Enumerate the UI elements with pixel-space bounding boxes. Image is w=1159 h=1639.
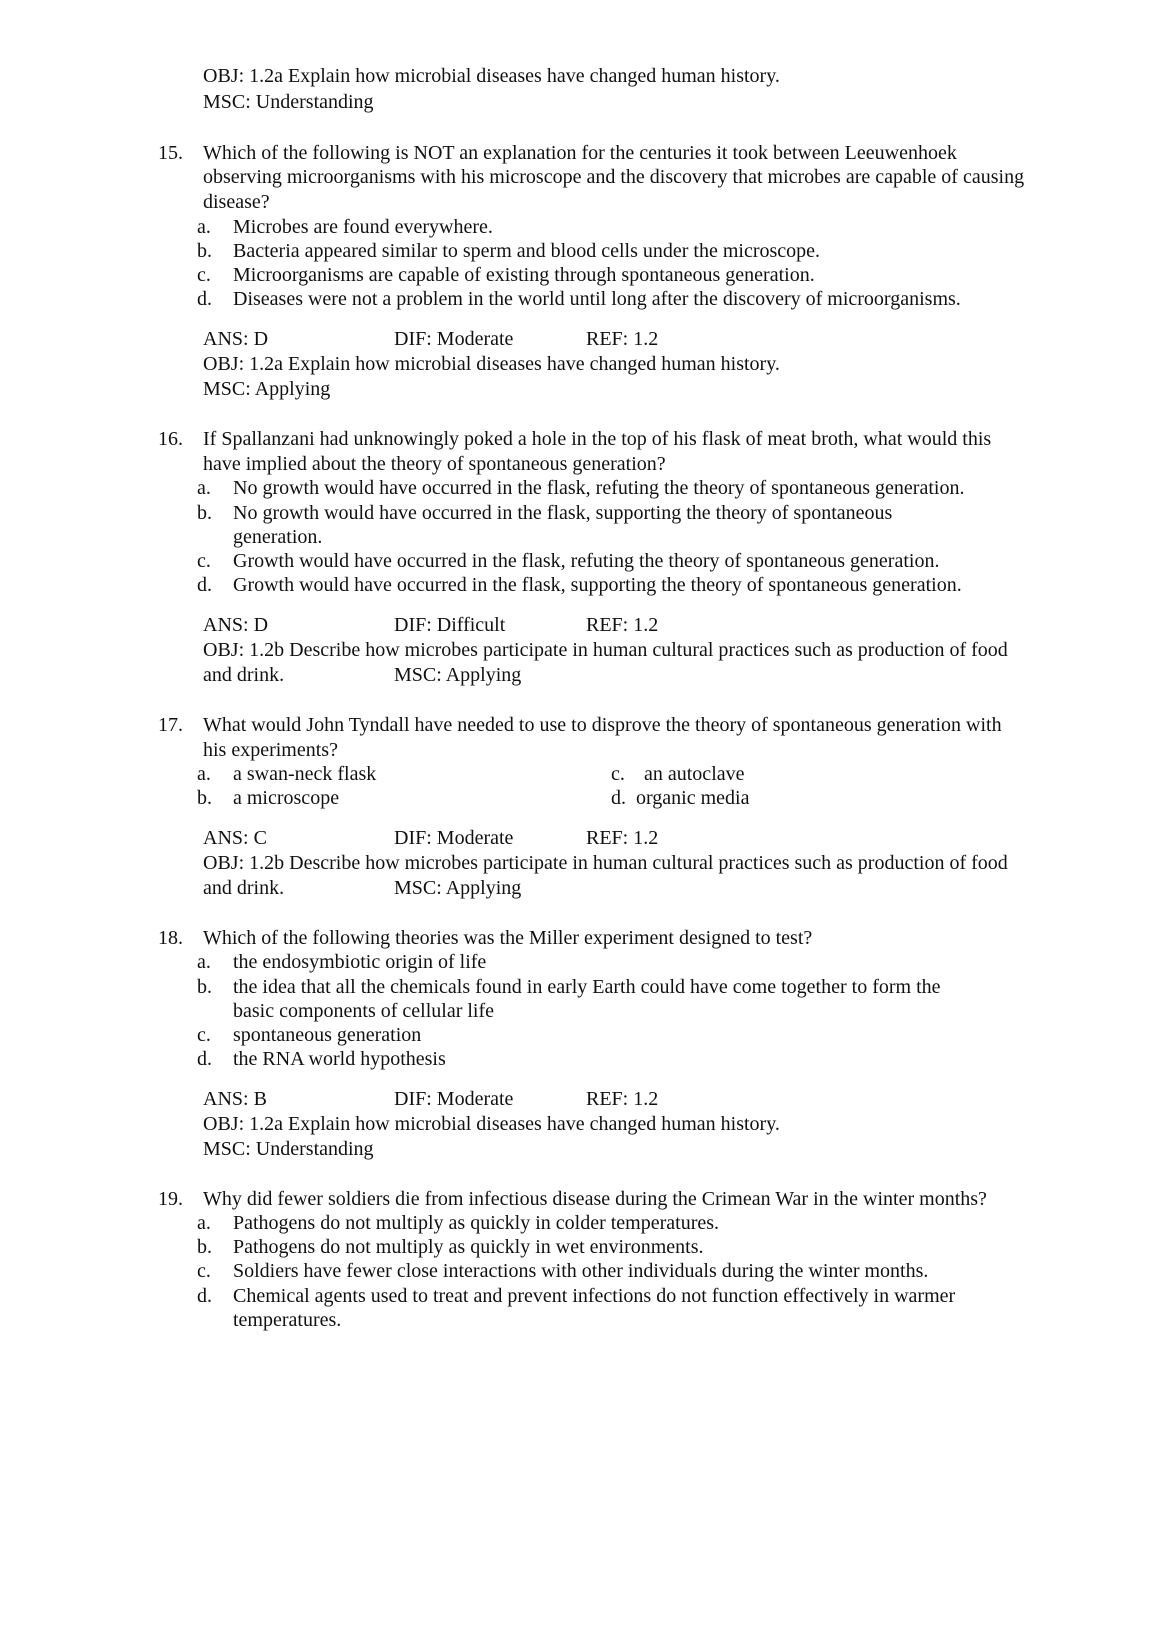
option-text: a swan-neck flask bbox=[233, 763, 377, 785]
option-letter: a. bbox=[197, 216, 211, 238]
option-letter: a. bbox=[197, 477, 211, 499]
option-text: the endosymbiotic origin of life bbox=[233, 951, 487, 973]
option-letter: d. bbox=[197, 1048, 212, 1070]
msc: MSC: Applying bbox=[394, 877, 522, 899]
option-letter: b. bbox=[197, 240, 212, 262]
reference: REF: 1.2 bbox=[586, 328, 659, 350]
difficulty: DIF: Moderate bbox=[394, 1088, 514, 1110]
option-letter: d. bbox=[197, 288, 212, 310]
prev-obj: OBJ: 1.2a Explain how microbial diseases have changed human history. bbox=[203, 65, 780, 87]
msc: MSC: Applying bbox=[394, 664, 522, 686]
option-letter: b. bbox=[197, 976, 212, 998]
option-letter: c. bbox=[197, 1024, 211, 1046]
option-text: generation. bbox=[233, 526, 323, 548]
option-letter: b. bbox=[197, 787, 212, 809]
option-text: organic media bbox=[636, 787, 750, 809]
objective: OBJ: 1.2b Describe how microbes participate in human cultural practices such as production of food bbox=[203, 852, 1008, 874]
reference: REF: 1.2 bbox=[586, 1088, 659, 1110]
objective: and drink. bbox=[203, 664, 285, 686]
objective: OBJ: 1.2a Explain how microbial diseases have changed human history. bbox=[203, 1113, 780, 1135]
option-text: Microbes are found everywhere. bbox=[233, 216, 493, 238]
option-letter: a. bbox=[197, 1212, 211, 1234]
difficulty: DIF: Moderate bbox=[394, 328, 514, 350]
option-letter: c. bbox=[197, 1260, 211, 1282]
option-letter: d. bbox=[197, 1285, 212, 1307]
option-text: Growth would have occurred in the flask, supporting the theory of spontaneous generation. bbox=[233, 574, 962, 596]
question-stem-line: disease? bbox=[203, 191, 270, 213]
option-text: basic components of cellular life bbox=[233, 1000, 495, 1022]
question-stem-line: his experiments? bbox=[203, 739, 338, 761]
option-letter: a. bbox=[197, 763, 211, 785]
question-stem-line: have implied about the theory of spontaneous generation? bbox=[203, 453, 666, 475]
option-text: the RNA world hypothesis bbox=[233, 1048, 446, 1070]
option-text: Pathogens do not multiply as quickly in wet environments. bbox=[233, 1236, 704, 1258]
question-number: 19. bbox=[158, 1188, 183, 1210]
question-number: 16. bbox=[158, 428, 183, 450]
option-text: Bacteria appeared similar to sperm and blood cells under the microscope. bbox=[233, 240, 821, 262]
option-text: spontaneous generation bbox=[233, 1024, 422, 1046]
option-letter: c. bbox=[197, 264, 211, 286]
option-letter: b. bbox=[197, 1236, 212, 1258]
option-letter: b. bbox=[197, 502, 212, 524]
question-stem-line: What would John Tyndall have needed to use to disprove the theory of spontaneous generation with bbox=[203, 714, 1002, 736]
difficulty: DIF: Moderate bbox=[394, 827, 514, 849]
option-text: Microorganisms are capable of existing through spontaneous generation. bbox=[233, 264, 815, 286]
option-text: Soldiers have fewer close interactions with other individuals during the winter months. bbox=[233, 1260, 929, 1282]
difficulty: DIF: Difficult bbox=[394, 614, 506, 636]
option-text: No growth would have occurred in the flask, refuting the theory of spontaneous generation. bbox=[233, 477, 965, 499]
reference: REF: 1.2 bbox=[586, 827, 659, 849]
question-stem-line: Which of the following is NOT an explanation for the centuries it took between Leeuwenhoek bbox=[203, 142, 957, 164]
answer-key: ANS: D bbox=[203, 328, 269, 350]
option-letter: c. bbox=[611, 763, 625, 785]
option-text: a microscope bbox=[233, 787, 340, 809]
answer-key: ANS: C bbox=[203, 827, 267, 849]
question-stem-line: observing microorganisms with his microscope and the discovery that microbes are capable of causing bbox=[203, 166, 1025, 188]
answer-key: ANS: D bbox=[203, 614, 269, 636]
msc: MSC: Understanding bbox=[203, 1138, 374, 1160]
option-letter: a. bbox=[197, 951, 211, 973]
question-number: 17. bbox=[158, 714, 183, 736]
option-text: Chemical agents used to treat and prevent infections do not function effectively in warmer bbox=[233, 1285, 956, 1307]
question-stem-line: If Spallanzani had unknowingly poked a hole in the top of his flask of meat broth, what would this bbox=[203, 428, 992, 450]
objective: and drink. bbox=[203, 877, 285, 899]
reference: REF: 1.2 bbox=[586, 614, 659, 636]
option-letter: c. bbox=[197, 550, 211, 572]
option-text: the idea that all the chemicals found in early Earth could have come together to form the bbox=[233, 976, 941, 998]
option-text: Growth would have occurred in the flask, refuting the theory of spontaneous generation. bbox=[233, 550, 940, 572]
prev-msc: MSC: Understanding bbox=[203, 91, 374, 113]
option-text: No growth would have occurred in the flask, supporting the theory of spontaneous bbox=[233, 502, 893, 524]
msc: MSC: Applying bbox=[203, 378, 331, 400]
option-text: an autoclave bbox=[644, 763, 745, 785]
question-stem-line: Why did fewer soldiers die from infectious disease during the Crimean War in the winter months? bbox=[203, 1188, 987, 1210]
question-number: 15. bbox=[158, 142, 183, 164]
objective: OBJ: 1.2a Explain how microbial diseases have changed human history. bbox=[203, 353, 780, 375]
option-letter: d. bbox=[197, 574, 212, 596]
question-stem-line: Which of the following theories was the Miller experiment designed to test? bbox=[203, 927, 813, 949]
option-text: temperatures. bbox=[233, 1309, 342, 1331]
option-letter: d. bbox=[611, 787, 626, 809]
option-text: Pathogens do not multiply as quickly in colder temperatures. bbox=[233, 1212, 720, 1234]
question-number: 18. bbox=[158, 927, 183, 949]
answer-key: ANS: B bbox=[203, 1088, 267, 1110]
objective: OBJ: 1.2b Describe how microbes participate in human cultural practices such as production of food bbox=[203, 639, 1008, 661]
option-text: Diseases were not a problem in the world until long after the discovery of microorganisms. bbox=[233, 288, 961, 310]
